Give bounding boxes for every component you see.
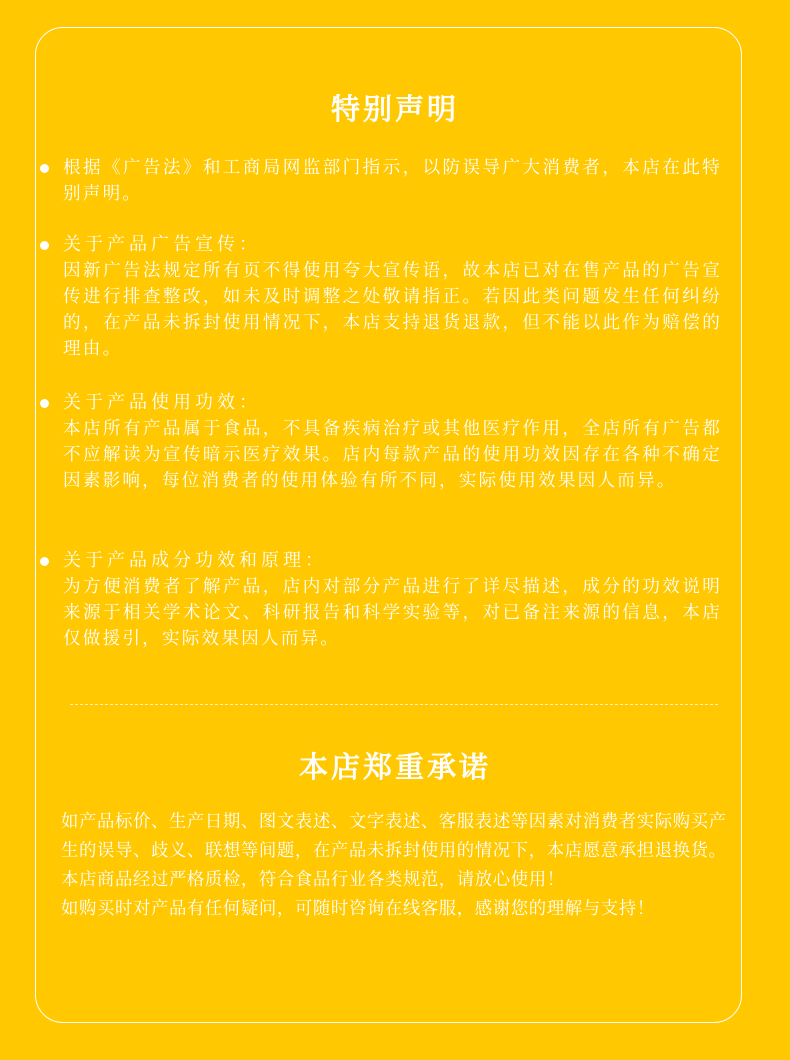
- notice-item-text: 因新广告法规定所有页不得使用夸大宣传语，故本店已对在售产品的广告宣传进行排查整改，如未及时调整之处敬请指正。若因此类问题发生任何纠纷的，在产品未拆封使用情况下，本店支持退货退款，但不能以此作为赔偿的理由。: [63, 261, 722, 359]
- notice-item-text: 根据《广告法》和工商局网监部门指示，以防误导广大消费者，本店在此特别声明。: [63, 158, 722, 204]
- notice-item: [40, 155, 722, 207]
- notice-title: 特别声明: [330, 92, 459, 126]
- notice-item-text: 本店所有产品属于食品，不具备疾病治疗或其他医疗作用，全店所有广告都不应解读为宣传暗示医疗效果。店内每款产品的使用功效因存在各种不确定因素影响，每位消费者的使用体验有所不同，实际使用效果因人而异。: [63, 419, 722, 491]
- notice-item-heading: 关于产品广告宣传：: [63, 234, 261, 255]
- promise-paragraph: 如产品标价、生产日期、图文表述、文字表述、客服表述等因素对消费者实际购买产生的误导、歧义、联想等间题，在产品未拆封使用的情况下，本店愿意承担退换货。: [61, 812, 727, 861]
- bullet-icon: [40, 241, 49, 250]
- promise-paragraph: 本店商品经过严格质检，符合食品行业各类规范，请放心使用！: [61, 870, 565, 890]
- promise-title: 本店郑重承诺: [298, 750, 491, 784]
- promise-section: [61, 808, 731, 924]
- bullet-icon: [40, 164, 49, 173]
- notice-item: [40, 390, 722, 494]
- section-divider: [70, 704, 718, 705]
- promise-paragraph: 如购买时对产品有任何疑问，可随时咨询在线客服，感谢您的理解与支持！: [61, 899, 655, 919]
- notice-item-text: 为方便消费者了解产品，店内对部分产品进行了详尽描述，成分的功效说明来源于相关学术论文、科研报告和科学实验等，对已备注来源的信息，本店仅做援引，实际效果因人而异。: [63, 577, 722, 649]
- notice-item: [40, 232, 722, 362]
- notice-item-heading: 关于产品成分功效和原理：: [63, 550, 327, 571]
- bullet-icon: [40, 399, 49, 408]
- notice-item: [40, 548, 722, 652]
- notice-item-heading: 关于产品使用功效：: [63, 392, 261, 413]
- bullet-icon: [40, 557, 49, 566]
